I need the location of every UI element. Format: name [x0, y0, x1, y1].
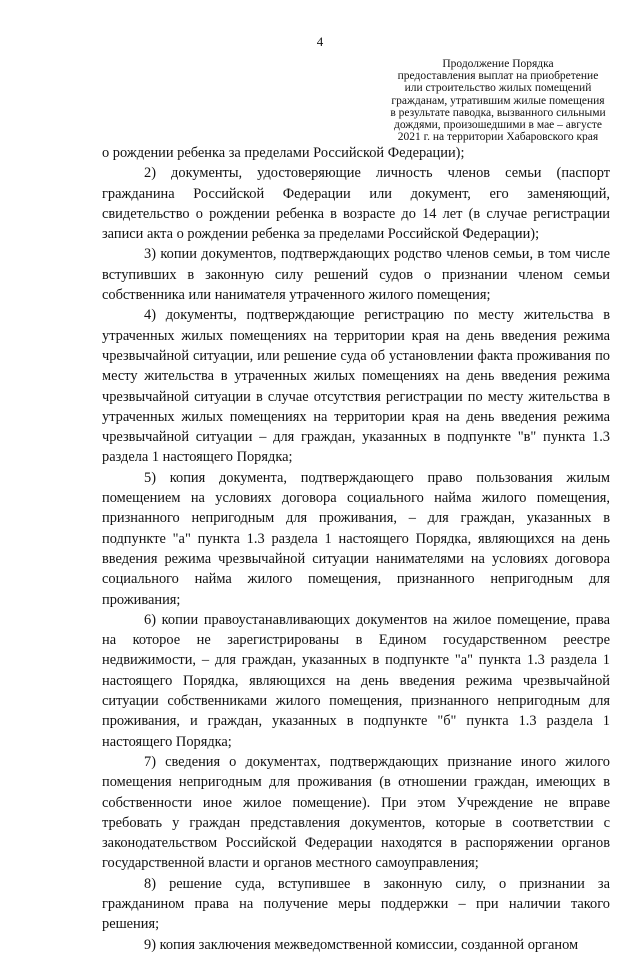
paragraph-continuation: о рождении ребенка за пределами Российской Федерации);	[102, 145, 465, 161]
paragraph-item-9: 9) копия заключения межведомственной комиссии, созданной органом	[144, 936, 579, 953]
continuation-header	[372, 58, 624, 143]
paragraph-item-7: 7) сведения о документах, подтверждающих признание иного жилого помещения непригодным для проживания (в отношении граждан, имеющих в собственности иное жилое помещение). При этом Учреждение не вправе требовать у граждан представления документов, которые в соответствии с законодательством Российской Федерации находятся в распоряжении органов государственной власти и органов местного самоуправления;	[102, 753, 610, 872]
paragraph-item-8: 8) решение суда, вступившее в законную силу, о признании за гражданином права на получение меры поддержки – при наличии такого решения;	[102, 875, 610, 933]
header-line: или строительство жилых помещений	[404, 82, 592, 95]
header-line: гражданам, утратившим жилые помещения	[391, 94, 605, 107]
header-line: дождями, произошедшими в мае – августе	[393, 119, 603, 132]
paragraph-item-3: 3) копии документов, подтверждающих родство членов семьи, в том числе вступивших в законную силу решений судов о признании членом семьи собственника или нанимателя утраченного жилого помещения;	[102, 246, 610, 304]
paragraph-item-5: 5) копия документа, подтверждающего право пользования жилым помещением на условиях договора социального найма жилого помещения, признанного непригодным для проживания, – для граждан, указанных в подпункте "а" пункта 1.3 раздела 1 настоящего Порядка, являющихся на день введения режима чрезвычайной ситуации нанимателями на условиях договора социального найма жилого помещения, признанного непригодным для проживания;	[102, 469, 610, 608]
header-line: 2021 г. на территории Хабаровского края	[397, 131, 599, 144]
header-line: предоставления выплат на приобретение	[397, 70, 599, 83]
header-line: Продолжение Порядка	[442, 58, 554, 70]
header-line: в результате паводка, вызванного сильными	[390, 106, 606, 119]
paragraph-item-2: 2) документы, удостоверяющие личность членов семьи (паспорт гражданина Российской Федерации или документ, его заменяющий, свидетельство о рождении ребенка в возрасте до 14 лет (в случае регистрации записи акта о рождении ребенка за пределами Российской Федерации);	[102, 165, 610, 243]
paragraph-item-6: 6) копии правоустанавливающих документов на жилое помещение, права на которое не зарегистрированы в Едином государственном реестре недвижимости, – для граждан, указанных в подпункте "а" пункта 1.3 раздела 1 настоящего Порядка, являющихся на день введения режима чрезвычайной ситуации собственниками жилого помещения, признанного непригодным для проживания, и граждан, указанных в подпункте "б" пункта 1.3 раздела 1 настоящего Порядка;	[102, 611, 610, 750]
document-body	[102, 143, 610, 955]
paragraph-item-4: 4) документы, подтверждающие регистрацию по месту жительства в утраченных жилых помещениях на территории края на день введения режима чрезвычайной ситуации, или решение суда об установлении факта проживания по месту жительства в утраченных жилых помещениях на день введения режима чрезвычайной ситуации в случае отсутствия регистрации по месту жительства в утраченных жилых помещениях на территории края на день введения режима чрезвычайной ситуации – для граждан, указанных в подпункте "в" пункта 1.3 раздела 1 настоящего Порядка;	[102, 307, 610, 466]
page-number: 4	[316, 34, 324, 49]
